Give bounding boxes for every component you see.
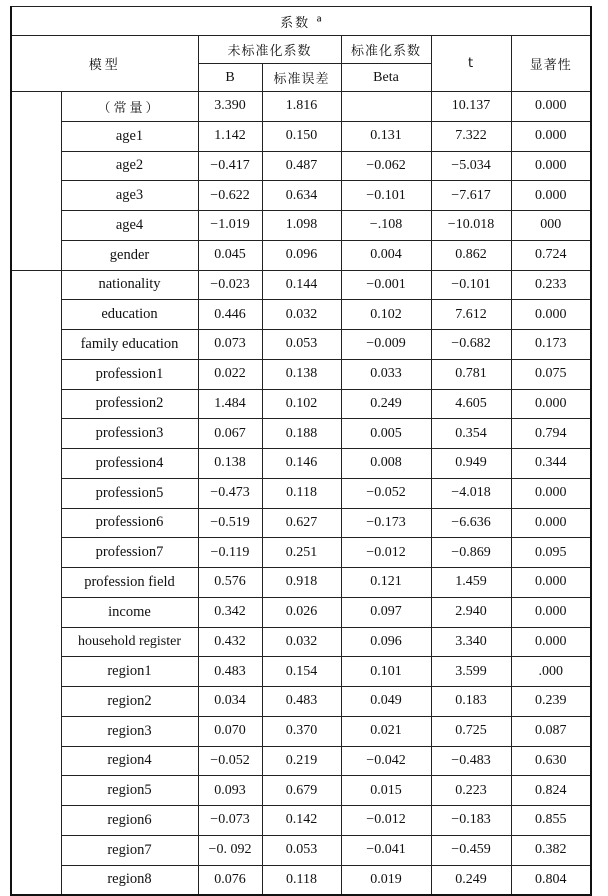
table-row (11, 151, 591, 181)
variable-name: region2 (61, 687, 198, 717)
se-value: 0.032 (262, 300, 341, 330)
b-value: 0.070 (198, 716, 262, 746)
table-row (11, 330, 591, 360)
t-value: −7.617 (431, 181, 511, 211)
b-value: −0.519 (198, 508, 262, 538)
sig-value: .000 (511, 657, 591, 687)
beta-value: 0.121 (341, 568, 431, 598)
se-value: 0.154 (262, 657, 341, 687)
se-value: 0.679 (262, 776, 341, 806)
table-row (11, 211, 591, 241)
t-value: 10.137 (431, 92, 511, 122)
sig-value: 0.000 (511, 92, 591, 122)
sig-value: 0.855 (511, 806, 591, 836)
se-value: 0.370 (262, 716, 341, 746)
b-value: −0.023 (198, 270, 262, 300)
sig-value: 0.824 (511, 776, 591, 806)
beta-value: 0.019 (341, 865, 431, 895)
t-value: −5.034 (431, 151, 511, 181)
table-row (11, 806, 591, 836)
table-row (11, 389, 591, 419)
beta-value: 0.096 (341, 627, 431, 657)
variable-name: profession2 (61, 389, 198, 419)
variable-name: age2 (61, 151, 198, 181)
se-value: 0.487 (262, 151, 341, 181)
b-value: 0.138 (198, 449, 262, 479)
se-value: 0.053 (262, 330, 341, 360)
b-value: 0.446 (198, 300, 262, 330)
model-header: 模型 (11, 36, 198, 92)
sig-value: 0.000 (511, 300, 591, 330)
b-value: 0.067 (198, 419, 262, 449)
t-value: 0.354 (431, 419, 511, 449)
sig-value: 0.173 (511, 330, 591, 360)
table-row (11, 568, 591, 598)
beta-value: 0.249 (341, 389, 431, 419)
t-value: 4.605 (431, 389, 511, 419)
variable-name: family education (61, 330, 198, 360)
table-row (11, 359, 591, 389)
beta-value: −0.101 (341, 181, 431, 211)
t-value: 7.612 (431, 300, 511, 330)
sig-value: 0.000 (511, 389, 591, 419)
beta-value: 0.101 (341, 657, 431, 687)
se-value: 0.918 (262, 568, 341, 598)
variable-name: region5 (61, 776, 198, 806)
se-value: 0.188 (262, 419, 341, 449)
sig-value: 000 (511, 211, 591, 241)
b-value: 0.034 (198, 687, 262, 717)
model-group-1 (11, 92, 61, 271)
variable-name: （常量） (61, 92, 198, 122)
table-row (11, 121, 591, 151)
sig-value: 0.000 (511, 121, 591, 151)
variable-name: age1 (61, 121, 198, 151)
beta-value: −0.012 (341, 538, 431, 568)
t-value: 3.340 (431, 627, 511, 657)
table-row (11, 300, 591, 330)
t-value: −0.101 (431, 270, 511, 300)
sig-value: 0.794 (511, 419, 591, 449)
sig-value: 0.344 (511, 449, 591, 479)
variable-name: age4 (61, 211, 198, 241)
t-value: −10.018 (431, 211, 511, 241)
std-error-header: 标准误差 (262, 64, 341, 92)
se-value: 0.251 (262, 538, 341, 568)
beta-value: −0.009 (341, 330, 431, 360)
beta-value: 0.021 (341, 716, 431, 746)
sig-value: 0.804 (511, 865, 591, 895)
b-value: −0.473 (198, 478, 262, 508)
beta-value: 0.131 (341, 121, 431, 151)
beta-value: −0.001 (341, 270, 431, 300)
se-value: 1.098 (262, 211, 341, 241)
b-value: −0.052 (198, 746, 262, 776)
se-value: 0.142 (262, 806, 341, 836)
table-row (11, 449, 591, 479)
sig-value: 0.000 (511, 151, 591, 181)
se-value: 0.026 (262, 597, 341, 627)
table-row (11, 657, 591, 687)
variable-name: region8 (61, 865, 198, 895)
t-value: 0.183 (431, 687, 511, 717)
se-value: 0.219 (262, 746, 341, 776)
variable-name: profession4 (61, 449, 198, 479)
table-row (11, 776, 591, 806)
se-value: 0.118 (262, 478, 341, 508)
variable-name: region1 (61, 657, 198, 687)
t-value: 0.781 (431, 359, 511, 389)
t-value: −0.459 (431, 835, 511, 865)
variable-name: profession7 (61, 538, 198, 568)
table-row (11, 478, 591, 508)
beta-value: 0.005 (341, 419, 431, 449)
unstandardized-header: 未标准化系数 (198, 36, 341, 64)
beta-value: 0.033 (341, 359, 431, 389)
beta-value (341, 92, 431, 122)
b-value: 0.342 (198, 597, 262, 627)
b-value: −0.622 (198, 181, 262, 211)
t-value: 1.459 (431, 568, 511, 598)
beta-value: −.108 (341, 211, 431, 241)
beta-value: 0.008 (341, 449, 431, 479)
se-value: 0.483 (262, 687, 341, 717)
variable-name: education (61, 300, 198, 330)
se-value: 0.627 (262, 508, 341, 538)
se-value: 0.150 (262, 121, 341, 151)
table-row (11, 627, 591, 657)
se-value: 0.102 (262, 389, 341, 419)
beta-value: −0.012 (341, 806, 431, 836)
t-value: 0.725 (431, 716, 511, 746)
variable-name: age3 (61, 181, 198, 211)
t-header: t (431, 36, 511, 92)
table-row (11, 865, 591, 895)
b-value: 1.142 (198, 121, 262, 151)
sig-value: 0.000 (511, 627, 591, 657)
beta-value: −0.041 (341, 835, 431, 865)
variable-name: profession6 (61, 508, 198, 538)
sig-value: 0.095 (511, 538, 591, 568)
t-value: 0.862 (431, 240, 511, 270)
table-row (11, 716, 591, 746)
se-value: 0.634 (262, 181, 341, 211)
variable-name: region6 (61, 806, 198, 836)
table-row (11, 419, 591, 449)
t-value: 2.940 (431, 597, 511, 627)
se-value: 0.146 (262, 449, 341, 479)
variable-name: region4 (61, 746, 198, 776)
se-value: 0.138 (262, 359, 341, 389)
sig-value: 0.382 (511, 835, 591, 865)
b-value: 0.022 (198, 359, 262, 389)
beta-header: Beta (341, 64, 431, 92)
beta-value: 0.097 (341, 597, 431, 627)
variable-name: region3 (61, 716, 198, 746)
variable-name: profession field (61, 568, 198, 598)
b-value: −0.417 (198, 151, 262, 181)
variable-name: profession1 (61, 359, 198, 389)
t-value: −0.483 (431, 746, 511, 776)
b-value: 3.390 (198, 92, 262, 122)
t-value: 0.223 (431, 776, 511, 806)
b-value: −0.073 (198, 806, 262, 836)
t-value: 0.949 (431, 449, 511, 479)
beta-value: −0.173 (341, 508, 431, 538)
sig-value: 0.630 (511, 746, 591, 776)
table-row (11, 270, 591, 300)
se-value: 0.118 (262, 865, 341, 895)
b-header: B (198, 64, 262, 92)
se-value: 1.816 (262, 92, 341, 122)
se-value: 0.032 (262, 627, 341, 657)
beta-value: 0.049 (341, 687, 431, 717)
t-value: −4.018 (431, 478, 511, 508)
beta-value: 0.004 (341, 240, 431, 270)
b-value: −1.019 (198, 211, 262, 241)
table-row (11, 835, 591, 865)
t-value: −0.869 (431, 538, 511, 568)
table-row (11, 687, 591, 717)
t-value: −6.636 (431, 508, 511, 538)
significance-header: 显著性 (511, 36, 591, 92)
t-value: 3.599 (431, 657, 511, 687)
sig-value: 0.000 (511, 597, 591, 627)
t-value: 7.322 (431, 121, 511, 151)
beta-value: −0.052 (341, 478, 431, 508)
sig-value: 0.000 (511, 181, 591, 211)
sig-value: 0.724 (511, 240, 591, 270)
table-row (11, 92, 591, 122)
se-value: 0.053 (262, 835, 341, 865)
b-value: 0.576 (198, 568, 262, 598)
sig-value: 0.000 (511, 478, 591, 508)
sig-value: 0.239 (511, 687, 591, 717)
table-row (11, 508, 591, 538)
table-row (11, 538, 591, 568)
table-row (11, 181, 591, 211)
b-value: 0.076 (198, 865, 262, 895)
sig-value: 0.087 (511, 716, 591, 746)
model-group-2 (11, 270, 61, 895)
b-value: 0.483 (198, 657, 262, 687)
beta-value: 0.015 (341, 776, 431, 806)
variable-name: household register (61, 627, 198, 657)
se-value: 0.096 (262, 240, 341, 270)
coefficients-table (10, 6, 592, 896)
table-row (11, 597, 591, 627)
beta-value: −0.062 (341, 151, 431, 181)
variable-name: profession3 (61, 419, 198, 449)
table-title: 系数 $^a$ (11, 7, 591, 36)
sig-value: 0.000 (511, 568, 591, 598)
b-value: 0.432 (198, 627, 262, 657)
table-row (11, 746, 591, 776)
beta-value: 0.102 (341, 300, 431, 330)
table-row (11, 240, 591, 270)
variable-name: profession5 (61, 478, 198, 508)
sig-value: 0.233 (511, 270, 591, 300)
b-value: 0.073 (198, 330, 262, 360)
variable-name: gender (61, 240, 198, 270)
t-value: −0.682 (431, 330, 511, 360)
b-value: 0.045 (198, 240, 262, 270)
standardized-header: 标准化系数 (341, 36, 431, 64)
variable-name: nationality (61, 270, 198, 300)
variable-name: region7 (61, 835, 198, 865)
sig-value: 0.000 (511, 508, 591, 538)
sig-value: 0.075 (511, 359, 591, 389)
b-value: 0.093 (198, 776, 262, 806)
t-value: −0.183 (431, 806, 511, 836)
t-value: 0.249 (431, 865, 511, 895)
variable-name: income (61, 597, 198, 627)
se-value: 0.144 (262, 270, 341, 300)
b-value: −0.119 (198, 538, 262, 568)
b-value: 1.484 (198, 389, 262, 419)
beta-value: −0.042 (341, 746, 431, 776)
b-value: −0. 092 (198, 835, 262, 865)
